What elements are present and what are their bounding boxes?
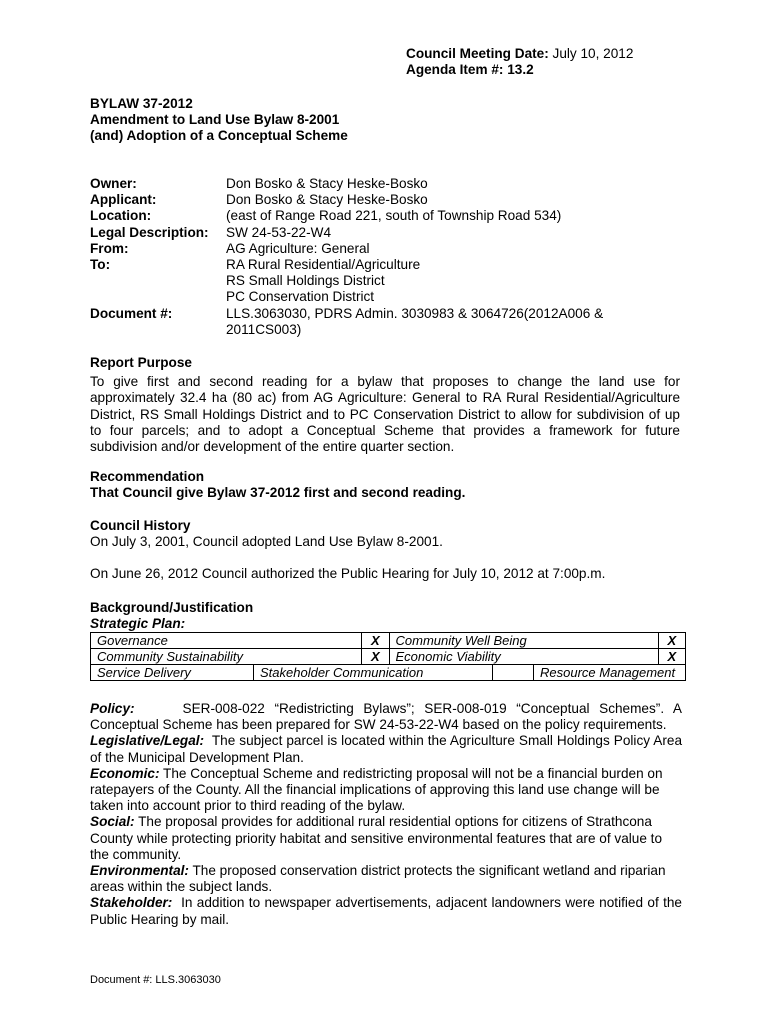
governance-cell: Governance [91,633,362,649]
service-delivery-cell: Service Delivery [91,665,254,681]
table-row [91,633,686,649]
report-purpose-heading: Report Purpose [90,355,192,370]
bylaw-title [90,96,348,145]
justification-section [90,701,682,928]
council-history-section [90,518,680,583]
agenda-item-label: Agenda Item #: [406,62,504,78]
policy-text: SER-008-022 “Redistricting Bylaws”; SER-008-019 “Conceptual Schemes”. A Conceptual Scheme has been prepared for SW 24-53-22-W4 based on the policy requirements. [90,701,682,733]
owner-value: Don Bosko & Stacy Heske-Bosko [226,176,428,191]
legal-description-value: SW 24-53-22-W4 [226,224,332,240]
bylaw-adoption: (and) Adoption of a Conceptual Scheme [90,128,348,144]
economic-paragraph [90,766,682,815]
bylaw-number: BYLAW 37-2012 [90,96,193,111]
social-label: Social: [90,814,135,830]
location-label: Location: [90,208,152,224]
document-footer: Document #: LLS.3063030 [90,974,221,986]
legislative-label: Legislative/Legal: [90,733,205,749]
stakeholder-text: In addition to newspaper advertisements, adjacent landowners were notified of the Public Hearing by mail. [90,895,682,927]
empty-cell [493,665,534,681]
strategic-plan-table [90,632,686,681]
policy-paragraph [90,701,682,733]
meeting-date-label: Council Meeting Date: [406,46,549,61]
council-history-text-1: On July 3, 2001, Council adopted Land Use Bylaw 8-2001. [90,534,443,550]
table-row [91,665,686,681]
council-history-heading: Council History [90,518,191,533]
document-label: Document #: [90,305,173,321]
council-history-text-2: On June 26, 2012 Council authorized the Public Hearing for July 10, 2012 at 7:00p.m. [90,566,606,582]
to-label: To: [90,257,111,273]
report-purpose-text: To give first and second reading for a bylaw that proposes to change the land use for approximately 32.4 ha (80 ac) from AG Agriculture: General to RA Rural Residential/Agriculture District, RS Small Holdings District and to PC Conservation District to allow for subdivision of up to four parcels; and to adopt a Conceptual Scheme that provides a framework for future subdivision and/or development of the entire quarter section. [90,374,680,455]
economic-viability-check: X [658,649,685,665]
meeting-date-value: July 10, 2012 [552,46,634,61]
document-value-2: 2011CS003) [226,321,302,337]
document-value-1: LLS.3063030, PDRS Admin. 3030983 & 3064726(2012A006 & [226,305,604,321]
environmental-label: Environmental: [90,863,189,879]
policy-label: Policy: [90,701,135,716]
owner-label: Owner: [90,176,137,191]
to-value-1: RA Rural Residential/Agriculture [226,257,421,273]
economic-label: Economic: [90,765,160,781]
strategic-plan-heading: Strategic Plan: [90,616,186,632]
governance-check: X [362,633,389,649]
location-value: (east of Range Road 221, south of Township Road 534) [226,208,562,224]
to-row-2 [90,273,603,289]
community-well-being-check: X [658,633,685,649]
environmental-text: The proposed conservation district protects the significant wetland and riparian areas within the subject lands. [90,863,666,895]
economic-viability-cell: Economic Viability [389,649,658,665]
recommendation-text: That Council give Bylaw 37-2012 first and second reading. [90,485,466,501]
legislative-paragraph [90,733,682,765]
document-row-2 [90,322,603,338]
applicant-label: Applicant: [90,192,157,208]
social-paragraph [90,814,682,863]
to-row-3 [90,289,603,305]
legal-description-label: Legal Description: [90,224,209,240]
from-value: AG Agriculture: General [226,240,370,256]
meeting-date-line [406,46,633,62]
community-sustainability-check: X [362,649,389,665]
agenda-item-value: 13.2 [507,62,534,78]
stakeholder-paragraph [90,895,682,927]
recommendation-heading: Recommendation [90,469,205,484]
agenda-item-line [406,62,633,78]
from-row [90,241,603,257]
community-sustainability-cell: Community Sustainability [91,649,362,665]
economic-text: The Conceptual Scheme and redistricting proposal will not be a financial burden on ratepayers of the County. All the financial implications of approving this land use change will be taken into account prior to third reading of the bylaw. [90,765,663,814]
legal-description-row [90,225,603,241]
table-row [91,649,686,665]
community-well-being-cell: Community Well Being [389,633,658,649]
location-row [90,208,603,224]
applicant-row [90,192,603,208]
from-label: From: [90,240,129,256]
recommendation-section [90,469,680,501]
stakeholder-communication-cell: Stakeholder Communication [254,665,493,681]
report-purpose-section [90,355,680,455]
environmental-paragraph [90,863,682,895]
to-value-2: RS Small Holdings District [226,273,385,289]
stakeholder-label: Stakeholder: [90,895,173,911]
meeting-header [406,46,633,78]
property-details [90,176,603,338]
background-heading: Background/Justification [90,600,254,615]
bylaw-amendment: Amendment to Land Use Bylaw 8-2001 [90,112,340,128]
to-value-3: PC Conservation District [226,289,375,305]
social-text: The proposal provides for additional rural residential options for citizens of Strathcona County while protecting priority habitat and sensitive environmental features that are of value to the community. [90,814,663,862]
owner-row [90,176,603,192]
background-section [90,600,680,632]
document-row [90,306,603,322]
resource-management-cell: Resource Management [534,665,686,681]
to-row [90,257,603,273]
applicant-value: Don Bosko & Stacy Heske-Bosko [226,192,428,208]
legislative-text: The subject parcel is located within the Agriculture Small Holdings Policy Area of the Municipal Development Plan. [90,733,683,765]
